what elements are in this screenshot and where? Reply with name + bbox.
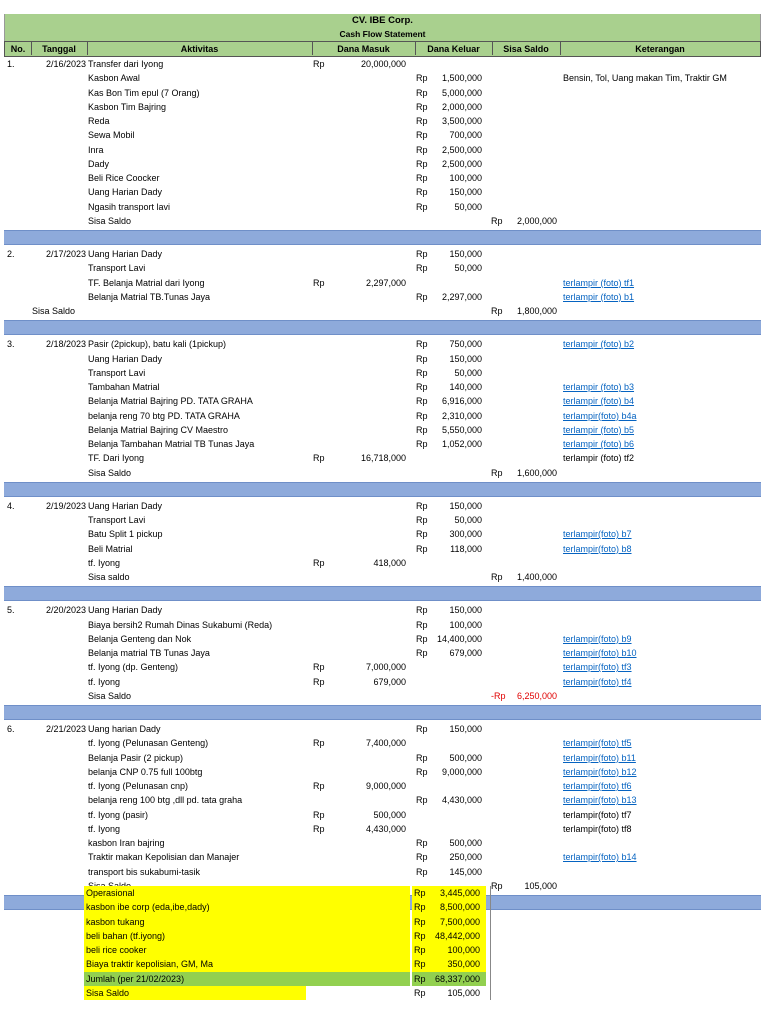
activity-cell: belanja reng 100 btg ,dll pd. tata graha xyxy=(88,795,243,806)
activity-cell: Uang harian Dady xyxy=(88,724,161,734)
activity-cell: Uang Harian Dady xyxy=(88,353,163,364)
currency-out: Rp xyxy=(416,187,428,198)
summary-value: 350,000 xyxy=(447,959,480,970)
sisa-saldo-cell: 105,000 xyxy=(524,880,557,891)
table-row xyxy=(4,646,761,660)
dana-keluar-cell: 3,500,000 xyxy=(441,116,482,126)
table-row xyxy=(4,675,761,689)
table-row xyxy=(4,100,761,114)
table-row xyxy=(4,128,761,142)
summary-currency: Rp xyxy=(414,987,426,998)
section-6 xyxy=(4,722,761,893)
currency-out: Rp xyxy=(416,752,428,763)
dana-keluar-cell: 118,000 xyxy=(450,543,482,554)
keterangan-cell: Bensin, Tol, Uang makan Tim, Traktir GM xyxy=(563,73,727,84)
summary-currency: Rp xyxy=(412,943,486,957)
dana-masuk-cell: 418,000 xyxy=(373,557,406,568)
row-date: 2/18/2023 xyxy=(45,339,86,350)
summary-row xyxy=(84,929,489,943)
activity-cell: Sisa Saldo xyxy=(88,690,132,701)
table-row xyxy=(4,779,761,793)
header-aktivitas: Aktivitas xyxy=(87,42,313,55)
activity-cell: Dady xyxy=(88,158,110,169)
table-row xyxy=(4,423,761,437)
activity-cell: Belanja Genteng dan Nok xyxy=(88,633,192,644)
activity-cell: Belanja Tambahan Matrial TB Tunas Jaya xyxy=(88,439,255,449)
attachment-link[interactable]: terlampir(foto) tf4 xyxy=(563,676,632,687)
attachment-link[interactable]: terlampir(foto) tf3 xyxy=(563,662,632,673)
summary-label: Biaya traktir kepolisian, GM, Ma xyxy=(84,957,410,971)
attachment-link[interactable]: terlampir(foto) b14 xyxy=(563,852,637,863)
activity-cell: Sisa saldo xyxy=(88,572,130,582)
table-row xyxy=(4,409,761,423)
activity-cell: Sisa Saldo xyxy=(88,467,132,478)
currency-out: Rp xyxy=(416,515,428,525)
table-row xyxy=(4,337,761,351)
dana-keluar-cell: 150,000 xyxy=(449,187,482,198)
section-separator xyxy=(4,586,761,601)
currency-out: Rp xyxy=(416,529,428,540)
table-row xyxy=(4,261,761,275)
sisa-saldo-cell: 1,400,000 xyxy=(516,572,557,582)
keterangan-cell: terlampir(foto) tf8 xyxy=(563,823,632,834)
section-4 xyxy=(4,499,761,585)
currency-out: Rp xyxy=(416,339,428,350)
currency-out: Rp xyxy=(416,795,428,806)
table-body xyxy=(4,57,761,910)
dana-masuk-cell: 4,430,000 xyxy=(365,823,406,834)
table-row xyxy=(4,822,761,836)
activity-cell: Belanja matrial TB Tunas Jaya xyxy=(88,648,210,658)
dana-keluar-cell: 2,310,000 xyxy=(441,410,482,421)
header-keterangan: Keterangan xyxy=(635,44,685,54)
currency-out: Rp xyxy=(416,648,428,658)
attachment-link[interactable]: terlampir (foto) b3 xyxy=(563,382,635,392)
currency-out: Rp xyxy=(416,396,428,407)
dana-keluar-cell: 150,000 xyxy=(449,724,482,734)
activity-cell: Inra xyxy=(88,144,104,155)
currency-saldo: Rp xyxy=(491,572,503,582)
section-3 xyxy=(4,337,761,480)
header-no: No. xyxy=(5,42,32,55)
activity-cell: Uang Harian Dady xyxy=(88,605,163,616)
currency-in: Rp xyxy=(313,453,325,464)
dana-keluar-cell: 300,000 xyxy=(449,529,482,540)
table-row xyxy=(4,570,761,584)
dana-masuk-cell: 500,000 xyxy=(373,809,406,820)
currency-out: Rp xyxy=(416,291,428,302)
dana-keluar-cell: 679,000 xyxy=(449,648,482,658)
activity-cell: tf. Iyong xyxy=(88,823,121,834)
currency-in: Rp xyxy=(313,662,325,673)
sisa-saldo-cell: 2,000,000 xyxy=(516,215,557,226)
table-row xyxy=(4,157,761,171)
dana-keluar-cell: 150,000 xyxy=(449,605,482,616)
table-header xyxy=(4,41,761,57)
activity-cell: Transport Lavi xyxy=(88,263,146,274)
activity-cell: Kas Bon Tim epul (7 Orang) xyxy=(88,87,200,98)
activity-cell: Biaya bersih2 Rumah Dinas Sukabumi (Reda) xyxy=(88,619,273,630)
dana-keluar-cell: 145,000 xyxy=(449,866,482,877)
currency-out: Rp xyxy=(416,852,428,863)
currency-out: Rp xyxy=(416,101,428,112)
table-row xyxy=(4,765,761,779)
activity-cell: tf. Iyong xyxy=(88,676,121,687)
row-number: 1. xyxy=(7,59,15,69)
currency-saldo: Rp xyxy=(491,467,503,478)
section-1 xyxy=(4,57,761,228)
summary-value: 3,445,000 xyxy=(439,888,480,898)
dana-keluar-cell: 14,400,000 xyxy=(436,633,482,644)
activity-cell: Batu Split 1 pickup xyxy=(88,529,163,540)
currency-in: Rp xyxy=(313,676,325,687)
summary-value: 8,500,000 xyxy=(439,902,480,913)
currency-out: Rp xyxy=(416,173,428,183)
section-2 xyxy=(4,247,761,318)
activity-cell: Sisa Saldo xyxy=(88,215,132,226)
activity-cell: Kasbon Tim Bajring xyxy=(88,101,167,112)
attachment-link[interactable]: terlampir (foto) b5 xyxy=(563,424,635,435)
activity-cell: belanja reng 70 btg PD. TATA GRAHA xyxy=(88,410,240,421)
attachment-link[interactable]: terlampir(foto) b10 xyxy=(563,648,637,658)
cash-flow-sheet xyxy=(4,14,761,912)
currency-out: Rp xyxy=(416,263,428,274)
sisa-saldo-cell: 1,600,000 xyxy=(516,467,557,478)
currency-in: Rp xyxy=(313,277,325,288)
summary-label: Operasional xyxy=(84,886,410,900)
summary-row xyxy=(84,900,489,914)
summary-row xyxy=(84,957,489,971)
summary-value: 105,000 xyxy=(447,987,480,998)
currency-out: Rp xyxy=(416,439,428,449)
currency-out: Rp xyxy=(416,605,428,616)
dana-keluar-cell: 700,000 xyxy=(449,130,482,141)
currency-out: Rp xyxy=(416,144,428,155)
dana-keluar-cell: 2,000,000 xyxy=(441,101,482,112)
dana-keluar-cell: 5,000,000 xyxy=(441,87,482,98)
company-title: CV. IBE Corp. xyxy=(4,14,761,28)
header-dana-masuk: Dana Masuk xyxy=(312,42,416,55)
table-row xyxy=(4,352,761,366)
row-number: 5. xyxy=(7,605,15,616)
summary-label: beli rice cooker xyxy=(84,943,410,957)
dana-keluar-cell: 5,550,000 xyxy=(441,424,482,435)
activity-cell: tf. Iyong (Pelunasan Genteng) xyxy=(88,738,209,749)
attachment-link[interactable]: terlampir(foto) b7 xyxy=(563,529,632,540)
section-separator xyxy=(4,482,761,497)
row-number: 4. xyxy=(7,500,15,511)
keterangan-cell: terlampir (foto) tf2 xyxy=(563,453,635,464)
dana-keluar-cell: 50,000 xyxy=(454,263,482,274)
currency-out: Rp xyxy=(416,353,428,364)
dana-keluar-cell: 6,916,000 xyxy=(441,396,482,407)
dana-masuk-cell: 2,297,000 xyxy=(365,277,406,288)
table-row xyxy=(4,451,761,465)
table-row xyxy=(4,603,761,617)
currency-out: Rp xyxy=(416,130,428,141)
currency-in: Rp xyxy=(313,809,325,820)
attachment-link[interactable]: terlampir(foto) b11 xyxy=(563,752,636,763)
attachment-link[interactable]: terlampir(foto) tf5 xyxy=(563,738,632,749)
summary-row xyxy=(84,943,489,957)
activity-cell: tf. Iyong (Pelunasan cnp) xyxy=(88,781,189,791)
dana-keluar-cell: 500,000 xyxy=(449,752,482,763)
activity-cell: Beli Rice Coocker xyxy=(88,173,160,183)
activity-cell: Sewa Mobil xyxy=(88,130,135,141)
table-row xyxy=(4,689,761,703)
section-separator xyxy=(4,230,761,245)
table-row xyxy=(4,290,761,304)
activity-cell: kasbon Iran bajring xyxy=(88,838,165,848)
currency-out: Rp xyxy=(416,766,428,777)
summary-label: Jumlah (per 21/02/2023) xyxy=(84,972,410,986)
activity-cell: tf. Iyong (pasir) xyxy=(88,809,149,820)
attachment-link[interactable]: terlampir(foto) b8 xyxy=(563,543,632,554)
table-row xyxy=(4,185,761,199)
dana-masuk-cell: 7,400,000 xyxy=(365,738,406,749)
dana-keluar-cell: 150,000 xyxy=(449,500,482,511)
row-date: 2/21/2023 xyxy=(45,724,86,734)
table-row xyxy=(4,660,761,674)
summary-row xyxy=(84,986,489,1000)
table-row xyxy=(4,200,761,214)
currency-out: Rp xyxy=(416,382,428,392)
header-dana-keluar: Dana Keluar xyxy=(415,42,493,55)
attachment-link[interactable]: terlampir (foto) b6 xyxy=(563,439,635,449)
section-separator xyxy=(4,320,761,335)
table-row xyxy=(4,542,761,556)
table-row xyxy=(4,722,761,736)
table-row xyxy=(4,751,761,765)
table-row xyxy=(4,171,761,185)
saldo-label: Sisa Saldo xyxy=(32,306,76,316)
summary-label: kasbon tukang xyxy=(84,915,410,929)
dana-keluar-cell: 140,000 xyxy=(449,382,482,392)
currency-saldo: Rp xyxy=(491,215,503,226)
summary-row xyxy=(84,915,489,929)
dana-keluar-cell: 250,000 xyxy=(449,852,482,863)
table-row xyxy=(4,736,761,750)
table-row xyxy=(4,808,761,822)
currency-saldo: -Rp xyxy=(491,690,506,701)
currency-saldo: Rp xyxy=(491,880,503,891)
activity-cell: Transfer dari Iyong xyxy=(88,59,164,69)
dana-keluar-cell: 500,000 xyxy=(449,838,482,848)
row-date: 2/17/2023 xyxy=(45,249,86,259)
table-row xyxy=(4,394,761,408)
currency-out: Rp xyxy=(416,619,428,630)
activity-cell: Transport Lavi xyxy=(88,515,146,525)
currency-out: Rp xyxy=(416,249,428,259)
table-row xyxy=(4,366,761,380)
attachment-link[interactable]: terlampir (foto) b4 xyxy=(563,396,635,407)
currency-out: Rp xyxy=(416,73,428,84)
dana-keluar-cell: 50,000 xyxy=(454,367,482,378)
activity-cell: Belanja Matrial Bajring PD. TATA GRAHA xyxy=(88,396,253,407)
summary-label: kasbon ibe corp (eda,ibe,dady) xyxy=(84,900,410,914)
row-number: 3. xyxy=(7,339,15,350)
table-row xyxy=(4,71,761,85)
table-row xyxy=(4,618,761,632)
table-row xyxy=(4,276,761,290)
table-row xyxy=(4,793,761,807)
dana-keluar-cell: 100,000 xyxy=(449,619,482,630)
dana-keluar-cell: 2,500,000 xyxy=(441,158,482,169)
attachment-link[interactable]: terlampir(foto) b13 xyxy=(563,795,637,806)
summary-value: 48,442,000 xyxy=(434,930,480,941)
attachment-link[interactable]: terlampir (foto) tf1 xyxy=(563,277,635,288)
table-row xyxy=(4,304,761,318)
currency-saldo: Rp xyxy=(491,306,503,316)
dana-masuk-cell: 20,000,000 xyxy=(360,59,406,69)
dana-keluar-cell: 1,500,000 xyxy=(441,73,482,84)
table-row xyxy=(4,57,761,71)
table-row xyxy=(4,865,761,879)
activity-cell: belanja CNP 0.75 full 100btg xyxy=(88,766,203,777)
attachment-link[interactable]: terlampir (foto) b1 xyxy=(563,291,635,302)
dana-keluar-cell: 750,000 xyxy=(449,339,482,350)
row-date: 2/19/2023 xyxy=(45,500,86,511)
keterangan-cell: terlampir(foto) tf7 xyxy=(563,809,632,820)
currency-in: Rp xyxy=(313,823,325,834)
table-row xyxy=(4,556,761,570)
summary-value: 68,337,000 xyxy=(434,973,480,984)
currency-out: Rp xyxy=(416,838,428,848)
activity-cell: Uang Harian Dady xyxy=(88,249,163,259)
dana-keluar-cell: 150,000 xyxy=(449,249,482,259)
section-separator xyxy=(4,705,761,720)
activity-cell: Pasir (2pickup), batu kali (1pickup) xyxy=(88,339,227,350)
table-row xyxy=(4,214,761,228)
row-date: 2/16/2023 xyxy=(45,59,86,69)
summary-currency: Rp xyxy=(412,972,486,986)
activity-cell: TF. Belanja Matrial dari Iyong xyxy=(88,277,205,288)
attachment-link[interactable]: terlampir(foto) b4a xyxy=(563,410,637,421)
currency-out: Rp xyxy=(416,158,428,169)
summary-currency: Rp xyxy=(412,886,486,900)
section-5 xyxy=(4,603,761,703)
summary-row xyxy=(84,886,489,900)
dana-keluar-cell: 4,430,000 xyxy=(441,795,482,806)
activity-cell: Belanja Matrial TB.Tunas Jaya xyxy=(88,291,211,302)
header-tanggal: Tanggal xyxy=(31,42,88,55)
summary-label: beli bahan (tf.iyong) xyxy=(84,929,410,943)
dana-keluar-cell: 2,500,000 xyxy=(441,144,482,155)
currency-out: Rp xyxy=(416,866,428,877)
table-row xyxy=(4,513,761,527)
summary-label: Sisa Saldo xyxy=(84,986,306,1000)
summary-value: 100,000 xyxy=(447,945,480,955)
currency-out: Rp xyxy=(416,116,428,126)
summary-row xyxy=(84,972,489,986)
summary-currency: Rp xyxy=(412,915,486,929)
activity-cell: Uang Harian Dady xyxy=(88,187,163,198)
statement-title: Cash Flow Statement xyxy=(4,28,761,41)
currency-out: Rp xyxy=(416,724,428,734)
table-row xyxy=(4,86,761,100)
activity-cell: Kasbon Awal xyxy=(88,73,140,84)
activity-cell: Traktir makan Kepolisian dan Manajer xyxy=(88,852,240,863)
summary-currency: Rp xyxy=(412,929,486,943)
row-number: 6. xyxy=(7,724,15,734)
currency-out: Rp xyxy=(416,543,428,554)
table-row xyxy=(4,437,761,451)
currency-out: Rp xyxy=(416,87,428,98)
table-row xyxy=(4,499,761,513)
dana-keluar-cell: 50,000 xyxy=(454,515,482,525)
dana-masuk-cell: 9,000,000 xyxy=(365,781,406,791)
attachment-link[interactable]: terlampir(foto) tf6 xyxy=(563,781,632,791)
summary-currency: Rp xyxy=(412,900,486,914)
currency-out: Rp xyxy=(416,633,428,644)
summary-divider xyxy=(490,886,491,1000)
attachment-link[interactable]: terlampir(foto) b12 xyxy=(563,766,637,777)
dana-keluar-cell: 50,000 xyxy=(454,201,482,212)
activity-cell: Tambahan Matrial xyxy=(88,382,160,392)
currency-in: Rp xyxy=(313,738,325,749)
table-row xyxy=(4,114,761,128)
dana-masuk-cell: 679,000 xyxy=(373,676,406,687)
dana-keluar-cell: 100,000 xyxy=(449,173,482,183)
activity-cell: transport bis sukabumi-tasik xyxy=(88,866,201,877)
activity-cell: Ngasih transport lavi xyxy=(88,201,171,212)
activity-cell: Beli Matrial xyxy=(88,543,133,554)
activity-cell: tf. Iyong (dp. Genteng) xyxy=(88,662,179,673)
summary-block xyxy=(84,886,489,1000)
dana-masuk-cell: 7,000,000 xyxy=(365,662,406,673)
currency-in: Rp xyxy=(313,59,325,69)
dana-keluar-cell: 1,052,000 xyxy=(441,439,482,449)
activity-cell: Belanja Matrial Bajring CV Maestro xyxy=(88,424,229,435)
attachment-link[interactable]: terlampir(foto) b9 xyxy=(563,633,632,644)
dana-keluar-cell: 150,000 xyxy=(449,353,482,364)
activity-cell: TF. Dari Iyong xyxy=(88,453,145,464)
sisa-saldo-cell: 6,250,000 xyxy=(516,690,557,701)
activity-cell: Uang Harian Dady xyxy=(88,500,163,511)
table-row xyxy=(4,527,761,541)
summary-currency: Rp xyxy=(412,957,486,971)
currency-out: Rp xyxy=(416,201,428,212)
row-number: 2. xyxy=(7,249,15,259)
row-date: 2/20/2023 xyxy=(45,605,86,616)
activity-cell: Belanja Pasir (2 pickup) xyxy=(88,752,184,763)
currency-out: Rp xyxy=(416,410,428,421)
table-row xyxy=(4,632,761,646)
table-row xyxy=(4,143,761,157)
table-row xyxy=(4,247,761,261)
attachment-link[interactable]: terlampir (foto) b2 xyxy=(563,339,635,350)
currency-in: Rp xyxy=(313,781,325,791)
table-row xyxy=(4,836,761,850)
currency-out: Rp xyxy=(416,500,428,511)
summary-value: 7,500,000 xyxy=(439,916,480,927)
table-row xyxy=(4,380,761,394)
activity-cell: tf. Iyong xyxy=(88,557,121,568)
dana-keluar-cell: 9,000,000 xyxy=(441,766,482,777)
activity-cell: Transport Lavi xyxy=(88,367,146,378)
header-sisa-saldo: Sisa Saldo xyxy=(492,42,561,55)
currency-out: Rp xyxy=(416,424,428,435)
table-row xyxy=(4,850,761,864)
dana-keluar-cell: 2,297,000 xyxy=(441,291,482,302)
dana-masuk-cell: 16,718,000 xyxy=(360,453,406,464)
activity-cell: Reda xyxy=(88,116,110,126)
table-row xyxy=(4,466,761,480)
sisa-saldo-cell: 1,800,000 xyxy=(516,306,557,316)
currency-out: Rp xyxy=(416,367,428,378)
currency-in: Rp xyxy=(313,557,325,568)
